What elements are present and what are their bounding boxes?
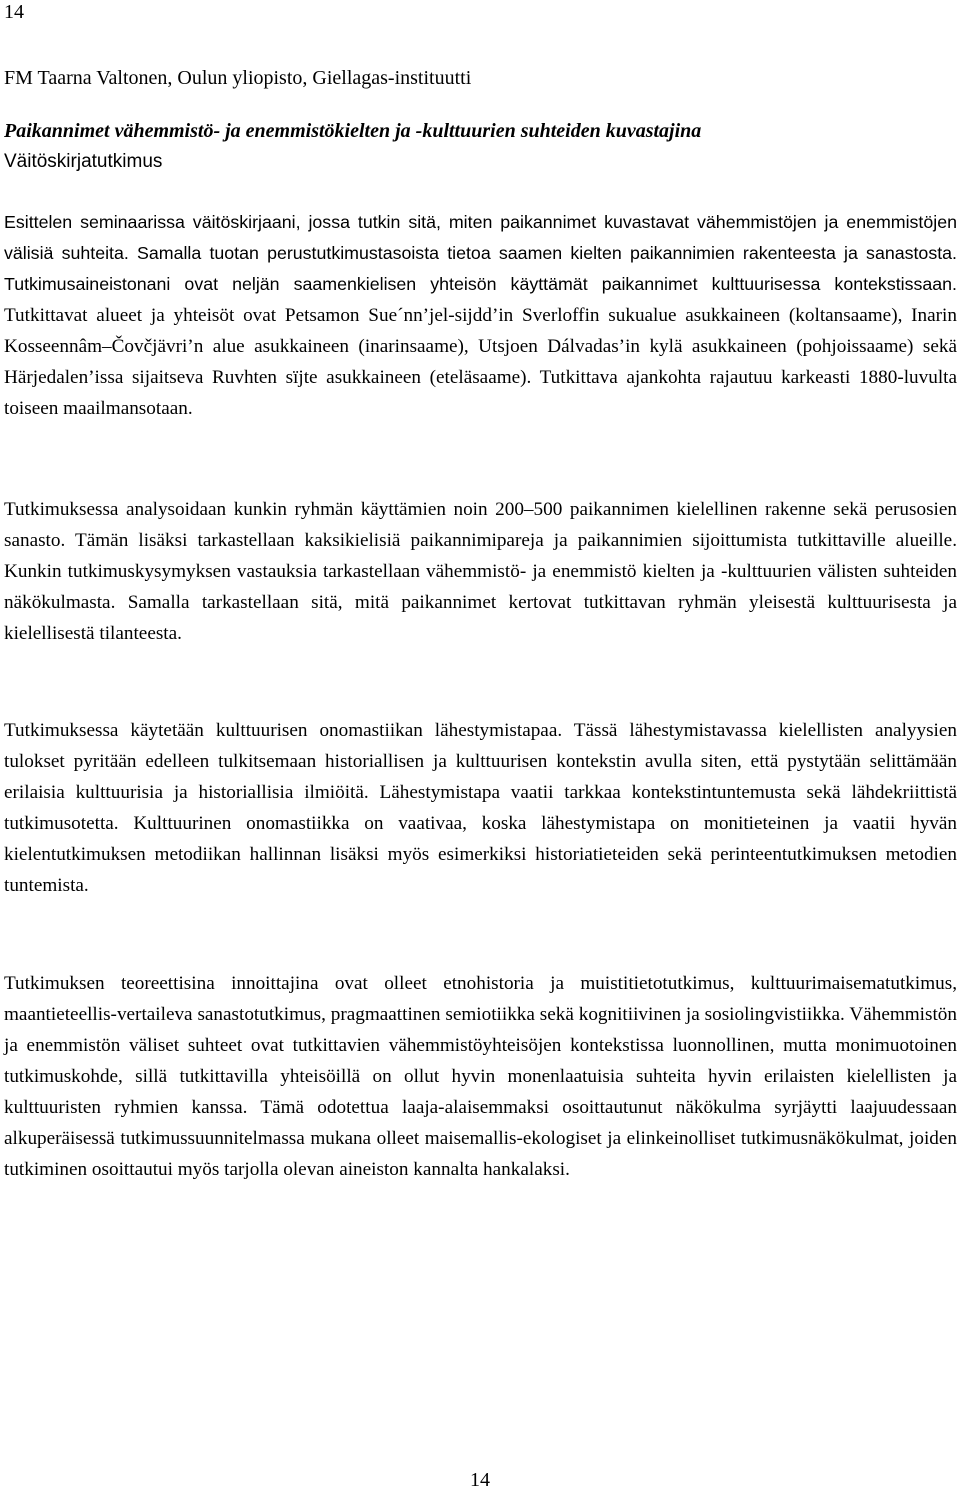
paragraph-introduction-part-1: Esittelen seminaarissa väitöskirjaani, jossa tutkin sitä, miten paikannimet kuvastavat vähemmistöjen ja enemmistöjen välisiä suhteita. Samalla tuotan perustutkimustasoista tietoa saamen kielten paikannimien rakenteesta ja sanastosta. Tutkimusaineistonani ovat neljän saamenkielisen yhteisön käyttämät paikannimet kulttuurisessa kontekstissaan. (4, 212, 957, 294)
paragraph-introduction (4, 207, 957, 424)
paragraph-theory: Tutkimuksen teoreettisina innoittajina ovat olleet etnohistoria ja muistitietotutkimus, kulttuurimaisematutkimus, maantieteellis-vertaileva sanastotutkimus, pragmaattinen semiotiikka sekä kognitiivinen ja sosiolingvistiikka. Vähemmistön ja enemmistön väliset suhteet ovat tutkittavien vähemmistöyhteisöjen kontekstissa luonnollinen, mutta monimuotoinen tutkimuskohde, sillä tutkittavilla yhteisöillä on ollut hyvin monenlaatuisia suhteita hyvin erilaisten kielellisten ja kulttuuristen ryhmien kanssa. Tämä odotettua laaja-alaisemmaksi osoittautunut näkökulma syrjäytti laajuudessaan alkuperäisessä tutkimussuunnitelmassa mukana olleet maisemallis-ekologiset ja elinkeinolliset tutkimusnäkökulmat, joiden tutkiminen osoittautui myös tarjolla olevan aineiston kannalta hankalaksi. (4, 973, 957, 1180)
page-number-top: 14 (4, 1, 24, 23)
document-subtitle: Väitöskirjatutkimus (4, 151, 163, 172)
paragraph-introduction-part-2: Tutkittavat alueet ja yhteisöt ovat Petsamon Sue´nn’jel-sijdd’in Sverloffin sukualue asukkaineen (koltansaame), Inarin Kosseennâm–Čovčjävri’n alue asukkaineen (inarinsaame), Utsjoen Dálvadas’in kylä asukkaineen (pohjoissaame) sekä Härjedalen’issa sijaitseva Ruvhten sïjte asukkaineen (eteläsaame). Tutkittava ajankohta rajautuu karkeasti 1880-luvulta toiseen maailmansotaan. (4, 305, 957, 419)
page-number-bottom: 14 (470, 1469, 490, 1491)
paragraph-analysis: Tutkimuksessa analysoidaan kunkin ryhmän käyttämien noin 200–500 paikannimen kielellinen rakenne sekä perusosien sanasto. Tämän lisäksi tarkastellaan kaksikielisiä paikannimipareja ja paikannimien sijoittumista tutkittaville alueille. Kunkin tutkimuskysymyksen vastauksia tarkastellaan vähemmistö- ja enemmistö kielten ja -kulttuurien välisten suhteiden näkökulmasta. Samalla tarkastellaan sitä, mitä paikannimet kertovat tutkittavan ryhmän yleisestä kulttuurisesta ja kielellisestä tilanteesta. (4, 499, 957, 644)
author-affiliation: FM Taarna Valtonen, Oulun yliopisto, Giellagas-instituutti (4, 67, 472, 89)
paragraph-methodology: Tutkimuksessa käytetään kulttuurisen onomastiikan lähestymistapaa. Tässä lähestymistavassa kielellisten analyysien tulokset pyritään edelleen tulkitsemaan historiallisen ja kulttuurisen kontekstin avulla siten, että pystytään selittämään erilaisia kulttuurisia ja historiallisia ilmiöitä. Lähestymistapa vaatii tarkkaa kontekstintuntemusta sekä lähdekriittistä tutkimusotetta. Kulttuurinen onomastiikka on vaativaa, koska lähestymistapa on monitieteinen ja vaatii hyvän kielentutkimuksen metodiikan hallinnan lisäksi myös esimerkiksi historiatieteiden sekä perinteentutkimuksen metodien tuntemista. (4, 720, 957, 896)
document-title: Paikannimet vähemmistö- ja enemmistökielten ja -kulttuurien suhteiden kuvastajina (4, 120, 702, 142)
